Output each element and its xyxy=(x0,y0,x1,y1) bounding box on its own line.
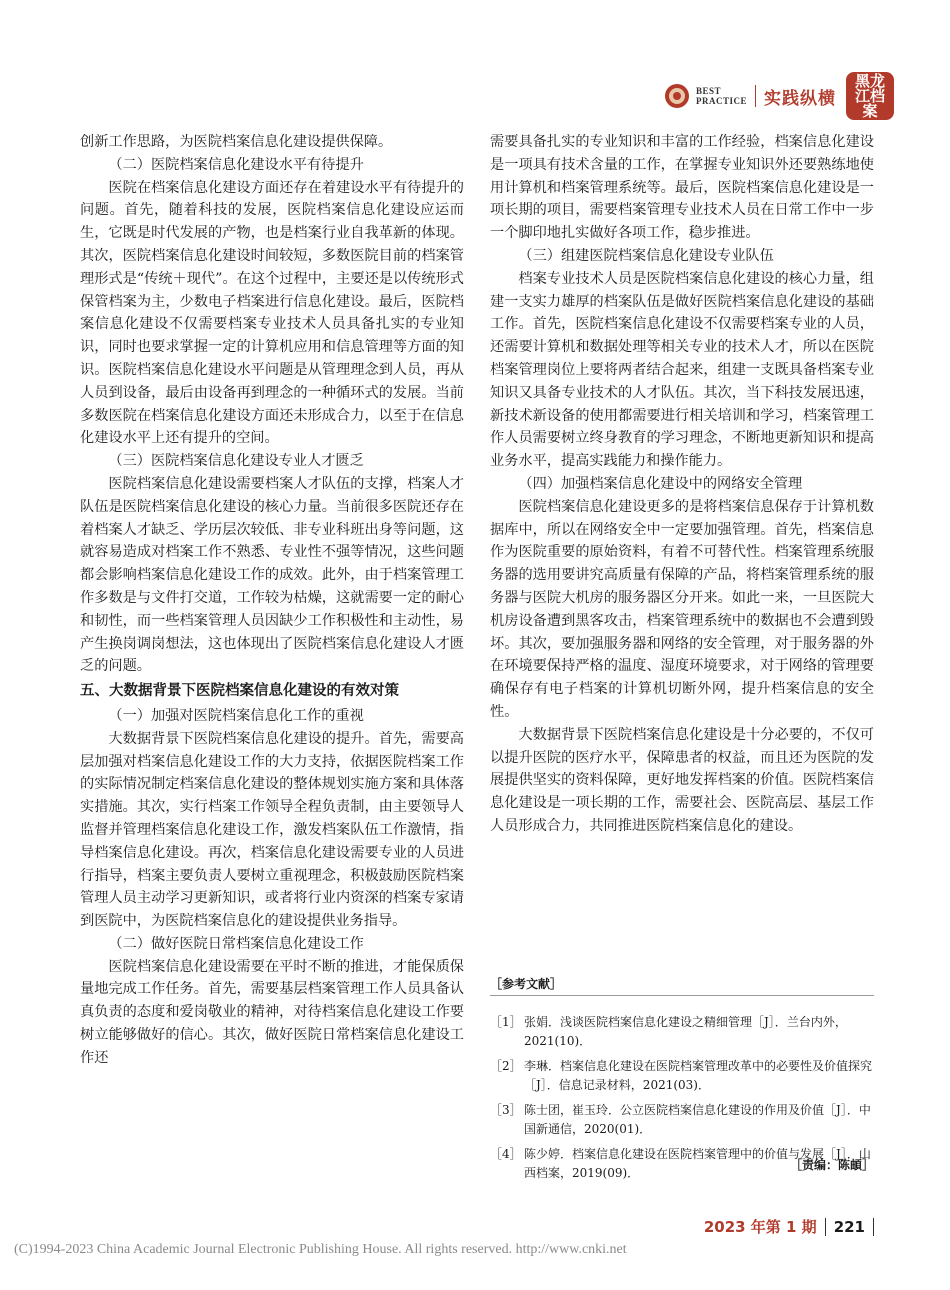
subsection-heading: （二）做好医院日常档案信息化建设工作 xyxy=(108,935,364,952)
subsection-heading: （一）加强对医院档案信息化工作的重视 xyxy=(108,707,364,724)
reference-item xyxy=(490,1101,874,1139)
subsection-heading: （四）加强档案信息化建设中的网络安全管理 xyxy=(518,475,803,492)
paragraph: 医院档案信息化建设需要在平时不断的推进，才能保质保量地完成工作任务。首先，需要基层档案管理工作人员具备认真负责的态度和爱岗敬业的精神，对待档案信息化建设工作要树立能够做好的信心。其次，做好医院日常档案信息化建设工作还 xyxy=(80,958,464,1066)
page-footer xyxy=(704,1216,874,1237)
reference-number: ［4］ xyxy=(490,1147,522,1161)
flower-logo-icon xyxy=(664,83,690,109)
subsection-heading: （二）医院档案信息化建设水平有待提升 xyxy=(108,156,364,173)
right-column xyxy=(490,131,874,838)
reference-text: 陈少婷．档案信息化建设在医院档案管理中的价值与发展［J］．山西档案，2019(09)． xyxy=(524,1147,871,1180)
references-title: ［参考文献］ xyxy=(490,977,563,991)
page-header xyxy=(664,72,894,120)
practice-text: PRACTICE xyxy=(695,96,747,106)
subsection-heading: （三）医院档案信息化建设专业人才匮乏 xyxy=(108,453,364,470)
best-practice-label xyxy=(696,86,747,106)
paragraph: 医院档案信息化建设更多的是将档案信息保存于计算机数据库中，所以在网络安全中一定要加强管理。首先，档案信息作为医院重要的原始资料，有着不可替代性。档案管理系统服务器的选用要讲究高质量有保障的产品，将档案管理系统的服务器与医院大机房的服务器区分开来。如此一来，一旦医院大机房设备遭到黑客攻击，档案管理系统中的数据也不会遭到毁坏。其次，要加强服务器和网络的安全管理，对于服务器的外在环境要保持严格的温度、湿度环境要求，对于网络的管理要确保存有电子档案的计算机切断外网，提升档案信息的安全性。 xyxy=(490,498,874,720)
reference-text: 张娟．浅谈医院档案信息化建设之精细管理［J］．兰台内外，2021(10)． xyxy=(524,1015,847,1048)
paragraph: 医院在档案信息化建设方面还存在着建设水平有待提升的问题。首先，随着科技的发展，医院档案信息化建设应运而生，它既是时代发展的产物，也是档案行业自我革新的体现。其次，医院档案信息化建设时间较短，多数医院目前的档案管理形式是“传统＋现代”。在这个过程中，主要还是以传统形式保管档案为主，少数电子档案进行信息化建设。最后，医院档案信息化建设不仅需要档案专业技术人员具备扎实的专业知识，同时也要求掌握一定的计算机应用和信息管理等方面的知识。医院档案信息化建设水平问题是从管理理念到人员，再从人员到设备，最后由设备再到理念的一种循环式的发展。当前多数医院在档案信息化建设方面还未形成合力，以至于在信息化建设水平上还有提升的空间。 xyxy=(80,179,464,447)
footer-divider-right xyxy=(873,1218,874,1236)
section-heading: 五、大数据背景下医院档案信息化建设的有效对策 xyxy=(80,683,399,700)
best-text: BEST xyxy=(695,86,721,96)
paragraph: 大数据背景下医院档案信息化建设是十分必要的，不仅可以提升医院的医疗水平，保障患者的权益，而且还为医院的发展提供坚实的资料保障，更好地发挥档案的价值。医院档案信息化建设是一项长期的工作，需要社会、医院高层、基层工作人员形成合力，共同推进医院档案信息化的建设。 xyxy=(490,726,874,834)
paragraph: 医院档案信息化建设需要档案人才队伍的支撑，档案人才队伍是医院档案信息化建设的核心力量。当前很多医院还存在着档案人才缺乏、学历层次较低、非专业科班出身等问题，这就容易造成对档案工作不熟悉、专业性不强等情况，这些问题都会影响档案信息化建设工作的成效。此外，由于档案管理工作多数是与文件打交道，工作较为枯燥，这就需要一定的耐心和韧性，而一些档案管理人员因缺少工作积极性和主动性，易产生换岗调岗想法，这也体现出了医院档案信息化建设人才匮乏的问题。 xyxy=(80,475,464,675)
editor-credit: ［责编：陈頔］ xyxy=(789,1158,874,1172)
issue-label: 2023 年第 1 期 xyxy=(703,1218,817,1236)
footer-divider xyxy=(825,1218,826,1236)
copyright-notice: (C)1994-2023 China Academic Journal Electronic Publishing House. All rights reserved. http://www.cnki.net xyxy=(14,1242,627,1257)
paragraph: 档案专业技术人员是医院档案信息化建设的核心力量，组建一支实力雄厚的档案队伍是做好医院档案信息化建设的基础工作。首先，医院档案信息化建设不仅需要档案专业的人员，还需要计算机和数据处理等相关专业的技术人才，所以在医院档案管理岗位上要将两者结合起来，组建一支既具备档案专业知识又具备专业技术的人才队伍。其次，当下科技发展迅速，新技术新设备的使用都需要进行相关培训和学习，档案管理工作人员需要树立终身教育的学习理念，不断地更新知识和提高业务水平，提高实践能力和操作能力。 xyxy=(490,270,874,470)
section-title: 实践纵横 xyxy=(764,88,836,109)
reference-item xyxy=(490,1013,874,1051)
left-column xyxy=(80,131,464,1070)
header-divider xyxy=(755,85,756,107)
subsection-heading: （三）组建医院档案信息化建设专业队伍 xyxy=(518,247,774,264)
reference-text: 李琳．档案信息化建设在医院档案管理改革中的必要性及价值探究［J］．信息记录材料，2021(03)． xyxy=(524,1059,873,1092)
references-divider xyxy=(490,995,874,996)
reference-number: ［1］ xyxy=(490,1015,522,1029)
paragraph: 需要具备扎实的专业知识和丰富的工作经验，档案信息化建设是一项具有技术含量的工作，在掌握专业知识外还要熟练地使用计算机和档案管理系统等。最后，医院档案信息化建设是一项长期的项目，需要档案管理专业技术人员在日常工作中一步一个脚印地扎实做好各项工作，稳步推进。 xyxy=(490,134,874,242)
journal-seal-logo: 黑龙 江档案 xyxy=(846,72,894,120)
reference-text: 陈士团，崔玉玲．公立医院档案信息化建设的作用及价值［J］．中国新通信，2020(01)． xyxy=(524,1103,871,1136)
reference-number: ［3］ xyxy=(490,1103,522,1117)
reference-number: ［2］ xyxy=(490,1059,522,1073)
paragraph: 创新工作思路，为医院档案信息化建设提供保障。 xyxy=(80,134,393,150)
reference-item xyxy=(490,1057,874,1095)
page-number: 221 xyxy=(833,1217,865,1236)
paragraph: 大数据背景下医院档案信息化建设的提升。首先，需要高层加强对档案信息化建设工作的大力支持，依据医院档案工作的实际情况制定档案信息化建设的整体规划实施方案和具体落实措施。其次，实行档案工作领导全程负责制，由主要领导人监督并管理档案信息化建设工作，激发档案队伍工作激情，指导档案信息化建设。再次，档案信息化建设需要专业的人员进行指导，档案主要负责人要树立重视理念，积极鼓励医院档案管理人员主动学习更新知识，或者将行业内资深的档案专家请到医院中，为医院档案信息化的建设提供业务指导。 xyxy=(80,730,464,930)
